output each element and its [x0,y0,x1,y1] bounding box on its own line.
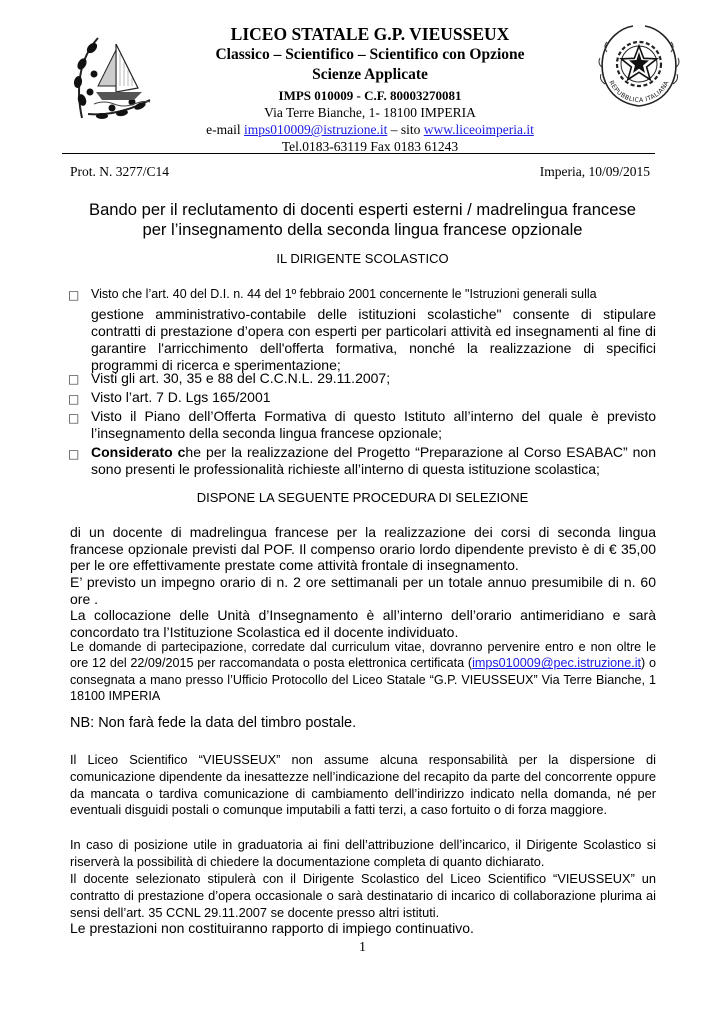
checkbox-bullet-icon: □ [68,447,80,461]
svg-text:REPUBBLICA ITALIANA [607,79,670,104]
checkbox-bullet-icon: □ [68,372,80,386]
email-prefix: e-mail [206,122,245,137]
protocol-number: Prot. N. 3277/C14 [70,164,170,179]
school-email-link[interactable]: imps010009@istruzione.it [244,122,388,137]
dispone-heading: DISPONE LA SEGUENTE PROCEDURA DI SELEZIONE [196,490,529,505]
school-header [160,24,580,155]
premise-5-rest: he per la realizzazione del Progetto “Preparazione al Corso ESABAC” non sono presenti le professionalità richieste all’interno di questa istituzione scolastica; [91,444,656,477]
pec-email-link[interactable]: imps010009@pec.istruzione.it [472,656,641,671]
checkbox-bullet-icon: □ [68,288,80,302]
school-address: Via Terre Bianche, 1- 18100 IMPERIA [264,105,476,120]
school-subtitle-2: Scienze Applicate [312,66,428,83]
body-paragraph-2: E’ previsto un impegno orario di n. 2 ore settimanali per un totale annuo presumibile di n. 60 ore . [70,574,656,607]
body-paragraph-3: La collocazione delle Unità d’Insegnamento è all’interno dell’orario antimeridiano e sarà concordato tra l’Istituzione Scolastica ed il docente individuato. [70,607,656,640]
premise-5-text [91,444,656,478]
premise-1-text: gestione amministrativo-contabile delle istituzioni scolastiche" consente di stipulare contratti di prestazione d’opera con esperti per particolari attività ed insegnamenti al fine di garantire l'arricchimento dell'offerta formativa, nonché la realizzazione di specifici programmi di ricerca e sperimentazione; [91,306,656,373]
premise-5-bold: Considerato c [91,444,186,460]
checkbox-bullet-icon: □ [68,392,80,406]
school-contacts [160,121,580,138]
checkbox-bullet-icon: □ [68,411,80,425]
school-subtitle-1: Classico – Scientifico – Scientifico con Opzione [215,46,525,63]
school-phone: Tel.0183-63119 Fax 0183 61243 [281,139,459,154]
body-paragraph-8: Le prestazioni non costituiranno rapporto di impiego continuativo. [70,920,474,936]
body-paragraph-4 [70,639,656,705]
body-paragraph-6: In caso di posizione utile in graduatoria ai fini dell’attribuzione dell’incarico, il Dirigente Scolastico si riserverà la possibilità di chiedere la documentazione completa di quanto dichiarato. [70,837,656,869]
protocol-row [70,164,650,182]
page-number: 1 [359,940,366,955]
school-name: LICEO STATALE G.P. VIEUSSEUX [230,24,510,44]
body-paragraph-7: Il docente selezionato stipulerà con il Dirigente Scolastico del Liceo Scientifico “VIEUSSEUX” un contratto di prestazione d’opera occasionale o sarà destinatario di incarico di collaborazione plurima ai sensi dell’art. 35 CCNL 29.11.2007 se docente presso altri istituti. [70,871,656,920]
school-imps: IMPS 010009 - C.F. 80003270081 [278,88,462,103]
body-paragraph-5: Il Liceo Scientifico “VIEUSSEUX” non assume alcuna responsabilità per la dispersione di comunicazione dipendente da inesattezze nell’indicazione del recapito da parte del concorrente oppure da mancata o tardiva comunicazione di cambiamento dell’indirizzo indicato nella domanda, né per eventuali disguidi postali o comunque imputabili a fatti terzi, a caso fortuito o di forza maggiore. [70,752,656,818]
title-line-1: Bando per il reclutamento di docenti esperti esterni / madrelingua francese [89,200,636,219]
site-prefix: – sito [387,122,424,137]
dirigente-heading: IL DIRIGENTE SCOLASTICO [276,251,449,266]
school-website-link[interactable]: www.liceoimperia.it [423,122,534,137]
document-title [40,200,685,240]
nb-note: NB: Non farà fede la data del timbro postale. [70,715,357,731]
title-line-2: per l’insegnamento della seconda lingua francese opzionale [142,220,583,239]
premise-1-first-line: Visto che l’art. 40 del D.I. n. 44 del 1º febbraio 2001 concernente le "Istruzioni generali sulla [91,287,597,301]
paragraph-4-text-b: ) o consegnata a mano presso l’Ufficio Protocollo del Liceo Statale “G.P. VIEUSSEUX” Via Terre Bianche, 1 18100 IMPERIA [70,656,657,704]
school-logo-icon [68,30,164,122]
place-date: Imperia, 10/09/2015 [539,164,650,179]
premise-4-text: Visto il Piano dell’Offerta Formativa di questo Istituto all’interno del quale è previsto l’insegnamento della seconda lingua francese opzionale; [91,408,656,441]
premise-3-text: Visto l’art. 7 D. Lgs 165/2001 [91,389,271,405]
body-paragraph-1: di un docente di madrelingua francese per la realizzazione dei corsi di seconda lingua francese opzionale previsti dal POF. Il compenso orario lordo dipendente previsto è di € 35,00 per le ore effettivamente prestate come attività frontale di insegnamento. [70,524,656,574]
republic-emblem-icon [597,22,681,110]
seal-ribbon-text: REPUBBLICA ITALIANA [607,79,671,105]
paragraph-4-text-a: Le domande di partecipazione, corredate dal curriculum vitae, dovranno pervenire entro e non oltre le ore 12 del 22/09/2015 per raccomandata o posta elettronica certificata ( [70,640,656,671]
header-divider [62,153,655,154]
premise-2-text: Visti gli art. 30, 35 e 88 del C.C.N.L. 29.11.2007; [91,370,391,386]
